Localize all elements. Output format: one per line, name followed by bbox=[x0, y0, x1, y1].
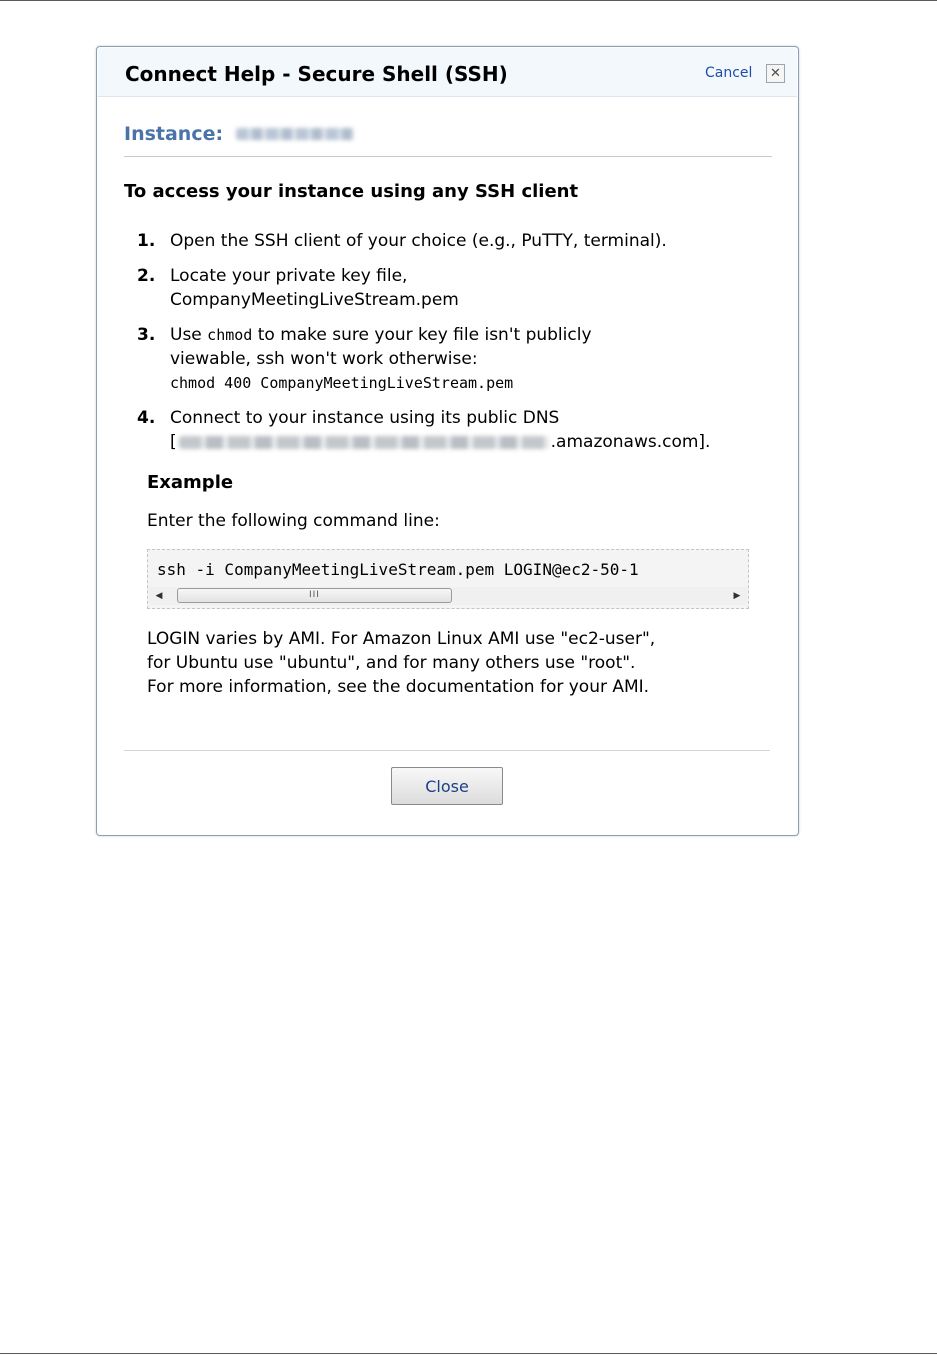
step-text: viewable, ssh won't work otherwise: bbox=[170, 349, 478, 369]
instance-divider bbox=[124, 156, 772, 157]
step-4 bbox=[137, 406, 777, 454]
login-note-line: LOGIN varies by AMI. For Amazon Linux AMI use "ec2-user", bbox=[147, 629, 656, 649]
dialog-title: Connect Help - Secure Shell (SSH) bbox=[125, 62, 508, 86]
step-3 bbox=[137, 323, 777, 395]
login-note-line: for Ubuntu use "ubuntu", and for many others use "root". bbox=[147, 653, 636, 673]
scroll-right-arrow-icon[interactable]: ▶ bbox=[733, 591, 741, 601]
close-button[interactable]: Close bbox=[391, 767, 503, 805]
step-text-line bbox=[170, 323, 777, 347]
scroll-left-arrow-icon[interactable]: ◀ bbox=[155, 591, 163, 601]
key-file-name: CompanyMeetingLiveStream.pem bbox=[170, 290, 459, 310]
step-text: Locate your private key file, bbox=[170, 266, 408, 286]
redacted-instance-id bbox=[236, 128, 354, 140]
instance-row bbox=[124, 123, 354, 149]
step-text: Connect to your instance using its public DNS bbox=[170, 408, 560, 428]
steps-list bbox=[137, 229, 777, 465]
dns-suffix: .amazonaws.com]. bbox=[550, 432, 711, 452]
cancel-link[interactable]: Cancel bbox=[705, 65, 753, 81]
instance-label: Instance: bbox=[124, 123, 224, 145]
chmod-code: chmod bbox=[207, 326, 253, 344]
step-number: 2. bbox=[137, 266, 156, 286]
step-number: 4. bbox=[137, 408, 156, 428]
example-heading: Example bbox=[147, 472, 234, 493]
example-intro: Enter the following command line: bbox=[147, 511, 440, 531]
footer-divider bbox=[124, 750, 770, 751]
login-note-line: For more information, see the documentation for your AMI. bbox=[147, 677, 650, 697]
close-icon[interactable]: ✕ bbox=[766, 64, 785, 83]
connect-help-dialog bbox=[96, 46, 799, 836]
command-code-box[interactable] bbox=[147, 549, 749, 609]
step-2 bbox=[137, 264, 777, 312]
chmod-command: chmod 400 CompanyMeetingLiveStream.pem bbox=[170, 374, 514, 392]
ssh-command[interactable]: ssh -i CompanyMeetingLiveStream.pem LOGIN@ec2-50-1 bbox=[157, 560, 639, 579]
open-bracket: [ bbox=[170, 432, 177, 452]
page-bottom-rule bbox=[0, 1353, 937, 1354]
horizontal-scrollbar[interactable] bbox=[149, 587, 747, 605]
step-text: Use bbox=[170, 325, 208, 345]
login-notes bbox=[147, 627, 655, 699]
step-1 bbox=[137, 229, 777, 253]
dialog-header bbox=[98, 48, 797, 97]
page-top-rule bbox=[0, 0, 937, 1]
step-text: to make sure your key file isn't publicly bbox=[252, 325, 592, 345]
step-number: 3. bbox=[137, 325, 156, 345]
public-dns-line bbox=[170, 430, 777, 454]
step-text: Open the SSH client of your choice (e.g., PuTTY, terminal). bbox=[170, 231, 667, 251]
grip-icon: III bbox=[309, 590, 320, 600]
section-title: To access your instance using any SSH client bbox=[124, 181, 579, 202]
step-number: 1. bbox=[137, 231, 156, 251]
scrollbar-thumb[interactable] bbox=[177, 588, 452, 603]
redacted-dns-host bbox=[179, 436, 549, 449]
